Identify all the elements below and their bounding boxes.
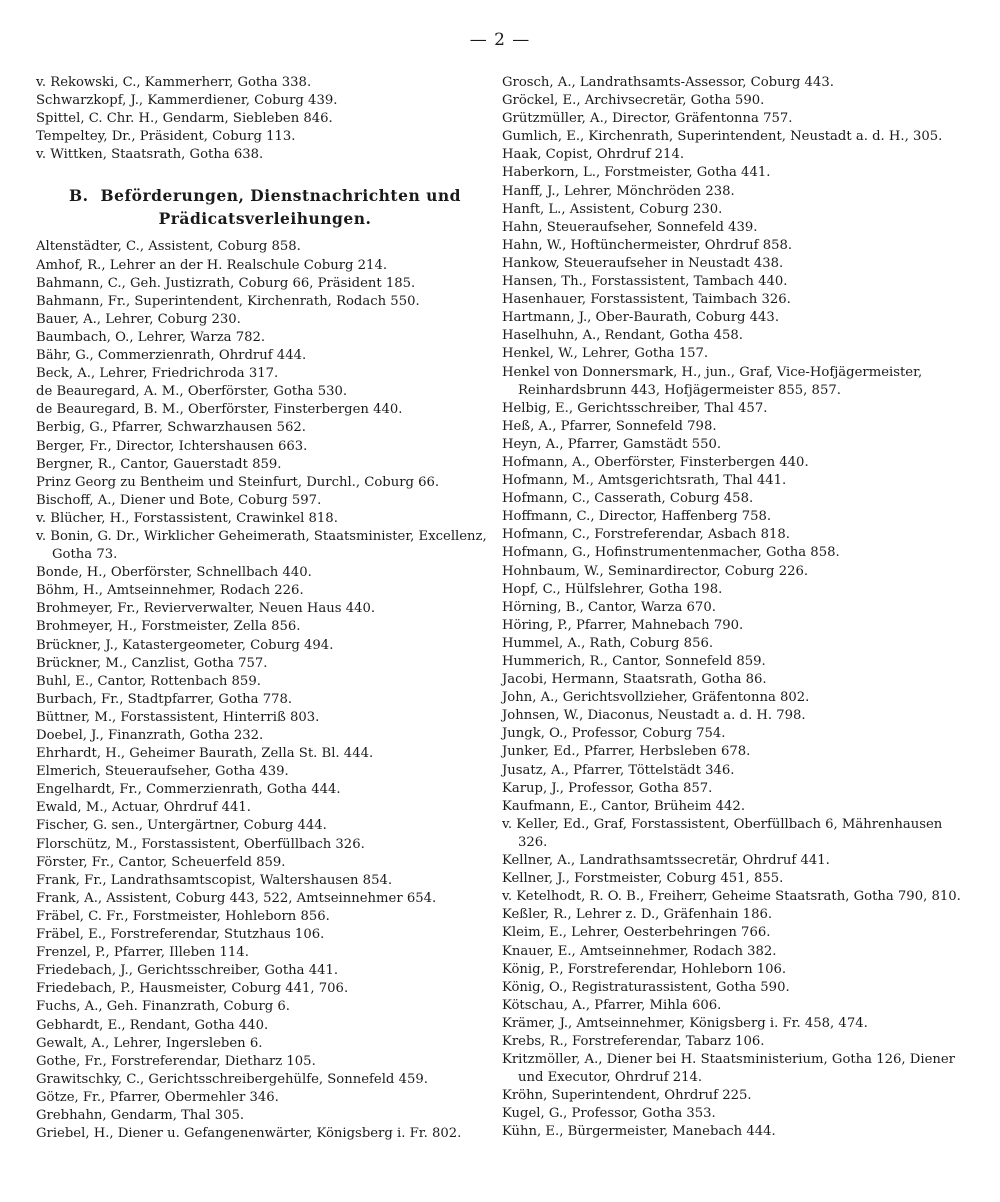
list-item: Friedebach, P., Hausmeister, Coburg 441, 706. (36, 981, 349, 997)
list-item: Burbach, Fr., Stadtpfarrer, Gotha 778. (36, 691, 293, 707)
list-item: Elmerich, Steueraufseher, Gotha 439. (36, 764, 289, 780)
list-item: Hansen, Th., Forstassistent, Tambach 440. (502, 274, 788, 290)
list-item: Hopf, C., Hülfslehrer, Gotha 198. (502, 581, 723, 597)
list-item: Gröckel, E., Archivsecretär, Gotha 590. (502, 93, 765, 109)
list-item: Heß, A., Pfarrer, Sonnefeld 798. (502, 418, 717, 434)
right-column (502, 74, 964, 1142)
list-item: Hummel, A., Rath, Coburg 856. (502, 635, 714, 651)
list-item: v. Keller, Ed., Graf, Forstassistent, Oberfüllbach 6, Mährenhausen 326. (502, 816, 943, 850)
list-item: Brückner, J., Katastergeometer, Coburg 494. (36, 637, 334, 653)
list-item: Baumbach, O., Lehrer, Warza 782. (36, 329, 266, 345)
section-letter: B. (69, 186, 89, 206)
list-item: Bahmann, Fr., Superintendent, Kirchenrath, Rodach 550. (36, 293, 420, 309)
list-item: Prinz Georg zu Bentheim und Steinfurt, Durchl., Coburg 66. (36, 474, 440, 490)
list-item: Jacobi, Hermann, Staatsrath, Gotha 86. (502, 672, 767, 688)
list-item: Hörning, B., Cantor, Warza 670. (502, 599, 716, 615)
right-entry-list (502, 74, 964, 1142)
list-item: Hofmann, C., Casserath, Coburg 458. (502, 491, 754, 507)
list-item: Hankow, Steueraufseher in Neustadt 438. (502, 255, 784, 271)
list-item: Gewalt, A., Lehrer, Ingersleben 6. (36, 1035, 263, 1051)
list-item: Förster, Fr., Cantor, Scheuerfeld 859. (36, 854, 286, 870)
list-item: Heyn, A., Pfarrer, Gamstädt 550. (502, 436, 722, 452)
section-title-line1: Beförderungen, Dienstnachrichten und (100, 186, 461, 206)
list-item: Amhof, R., Lehrer an der H. Realschule Coburg 214. (36, 257, 388, 273)
list-item: Fuchs, A., Geh. Finanzrath, Coburg 6. (36, 999, 290, 1015)
section-title-line2: Prädicatsverleihungen. (158, 209, 372, 229)
list-item: Bauer, A., Lehrer, Coburg 230. (36, 311, 241, 327)
list-item: v. Wittken, Staatsrath, Gotha 638. (36, 147, 264, 163)
section-heading (36, 184, 494, 230)
list-item: Beck, A., Lehrer, Friedrichroda 317. (36, 366, 279, 382)
list-item: Büttner, M., Forstassistent, Hinterriß 803. (36, 709, 320, 725)
list-item: v. Ketelhodt, R. O. B., Freiherr, Geheime Staatsrath, Gotha 790, 810. (502, 889, 961, 905)
list-item: Frenzel, P., Pfarrer, Illeben 114. (36, 945, 249, 961)
list-item: Helbig, E., Gerichtsschreiber, Thal 457. (502, 400, 768, 416)
list-item: Kühn, E., Bürgermeister, Manebach 444. (502, 1124, 776, 1140)
list-item: Hahn, W., Hoftünchermeister, Ohrdruf 858. (502, 237, 793, 253)
list-item: Friedebach, J., Gerichtsschreiber, Gotha 441. (36, 963, 339, 979)
list-item: Kaufmann, E., Cantor, Brüheim 442. (502, 798, 746, 814)
list-item: John, A., Gerichtsvollzieher, Gräfentonna 802. (502, 690, 810, 706)
section-heading-line1 (36, 184, 494, 207)
list-item: Junker, Ed., Pfarrer, Herbsleben 678. (502, 744, 751, 760)
list-item: Altenstädter, C., Assistent, Coburg 858. (36, 239, 301, 255)
list-item: Bahmann, C., Geh. Justizrath, Coburg 66, Präsident 185. (36, 275, 416, 291)
list-item: Gothe, Fr., Forstreferendar, Dietharz 105. (36, 1053, 316, 1069)
list-item: Bischoff, A., Diener und Bote, Coburg 597. (36, 492, 322, 508)
list-item: Götze, Fr., Pfarrer, Obermehler 346. (36, 1089, 279, 1105)
list-item: Höring, P., Pfarrer, Mahnebach 790. (502, 617, 744, 633)
list-item: Kellner, J., Forstmeister, Coburg 451, 855. (502, 871, 784, 887)
list-item: Brohmeyer, Fr., Revierverwalter, Neuen Haus 440. (36, 601, 376, 617)
list-item: Gebhardt, E., Rendant, Gotha 440. (36, 1017, 269, 1033)
list-item: König, O., Registraturassistent, Gotha 590. (502, 979, 790, 995)
list-item: Grebhahn, Gendarm, Thal 305. (36, 1107, 245, 1123)
list-item: Kröhn, Superintendent, Ohrdruf 225. (502, 1088, 752, 1104)
list-item: Frank, A., Assistent, Coburg 443, 522, Amtseinnehmer 654. (36, 890, 437, 906)
list-item: Fräbel, C. Fr., Forstmeister, Hohleborn 856. (36, 908, 330, 924)
list-item: Hahn, Steueraufseher, Sonnefeld 439. (502, 219, 758, 235)
list-item: Henkel von Donnersmark, H., jun., Graf, Vice-Hofjägermeister, Reinhardsbrunn 443, Hofjägermeister 855, 857. (502, 364, 923, 398)
list-item: Hartmann, J., Ober-Baurath, Coburg 443. (502, 310, 780, 326)
list-item: Gumlich, E., Kirchenrath, Superintendent, Neustadt a. d. H., 305. (502, 129, 943, 145)
list-item: Griebel, H., Diener u. Gefangenenwärter, Königsberg i. Fr. 802. (36, 1126, 462, 1142)
list-item: v. Blücher, H., Forstassistent, Crawinkel 818. (36, 510, 338, 526)
list-item: Brückner, M., Canzlist, Gotha 757. (36, 655, 268, 671)
list-item: Böhm, H., Amtseinnehmer, Rodach 226. (36, 583, 304, 599)
list-item: Hofmann, M., Amtsgerichtsrath, Thal 441. (502, 473, 787, 489)
list-item: Haak, Copist, Ohrdruf 214. (502, 147, 685, 163)
list-item: Grützmüller, A., Director, Gräfentonna 757. (502, 111, 793, 127)
list-item: Hasenhauer, Forstassistent, Taimbach 326. (502, 292, 791, 308)
list-item: Grosch, A., Landrathsamts-Assessor, Coburg 443. (502, 75, 834, 90)
list-item: Hohnbaum, W., Seminardirector, Coburg 226. (502, 563, 809, 579)
page-number: — 2 — (469, 30, 531, 50)
list-item: Bergner, R., Cantor, Gauerstadt 859. (36, 456, 282, 472)
list-item: König, P., Forstreferendar, Hohleborn 106. (502, 961, 787, 977)
list-item: Tempeltey, Dr., Präsident, Coburg 113. (36, 129, 296, 145)
list-item: Karup, J., Professor, Gotha 857. (502, 780, 713, 796)
list-item: Knauer, E., Amtseinnehmer, Rodach 382. (502, 943, 777, 959)
list-item: Berger, Fr., Director, Ichtershausen 663. (36, 438, 308, 454)
list-item: Frank, Fr., Landrathsamtscopist, Waltershausen 854. (36, 872, 393, 888)
list-item: Kugel, G., Professor, Gotha 353. (502, 1106, 716, 1122)
list-item: Florschütz, M., Forstassistent, Oberfüllbach 326. (36, 836, 365, 852)
list-item: Kötschau, A., Pfarrer, Mihla 606. (502, 997, 722, 1013)
list-item: Hofmann, C., Forstreferendar, Asbach 818. (502, 527, 790, 543)
list-item: Ehrhardt, H., Geheimer Baurath, Zella St. Bl. 444. (36, 746, 374, 762)
list-item: Spittel, C. Chr. H., Gendarm, Siebleben 846. (36, 111, 333, 127)
list-item: Bähr, G., Commerzienrath, Ohrdruf 444. (36, 348, 307, 364)
list-item: Hoffmann, C., Director, Haffenberg 758. (502, 509, 772, 525)
list-item: Hofmann, A., Oberförster, Finsterbergen 440. (502, 454, 809, 470)
list-item: Grawitschky, C., Gerichtsschreibergehülfe, Sonnefeld 459. (36, 1071, 428, 1087)
list-item: Kritzmöller, A., Diener bei H. Staatsministerium, Gotha 126, Diener und Executor, Ohrdruf 214. (502, 1052, 955, 1086)
list-item: Jungk, O., Professor, Coburg 754. (502, 726, 726, 742)
list-item: Brohmeyer, H., Forstmeister, Zella 856. (36, 619, 301, 635)
list-item: Hanff, J., Lehrer, Mönchröden 238. (502, 183, 735, 199)
list-item: Ewald, M., Actuar, Ohrdruf 441. (36, 800, 251, 816)
list-item: Fräbel, E., Forstreferendar, Stutzhaus 106. (36, 927, 325, 943)
list-item: Kleim, E., Lehrer, Oesterbehringen 766. (502, 925, 771, 941)
list-item: Doebel, J., Finanzrath, Gotha 232. (36, 728, 264, 743)
list-item: de Beauregard, A. M., Oberförster, Gotha 530. (36, 384, 348, 400)
list-item: de Beauregard, B. M., Oberförster, Finsterbergen 440. (36, 402, 403, 418)
list-item: Krebs, R., Forstreferendar, Tabarz 106. (502, 1033, 765, 1049)
list-item: Bonde, H., Oberförster, Schnellbach 440. (36, 565, 312, 581)
list-item: Krämer, J., Amtseinnehmer, Königsberg i. Fr. 458, 474. (502, 1015, 868, 1031)
left-column (36, 74, 494, 1143)
list-item: Haselhuhn, A., Rendant, Gotha 458. (502, 328, 744, 344)
list-item: v. Bonin, G. Dr., Wirklicher Geheimerath, Staatsminister, Excellenz, Gotha 73. (36, 528, 487, 563)
left-top-entries (36, 74, 494, 164)
list-item: Jusatz, A., Pfarrer, Töttelstädt 346. (502, 762, 735, 778)
list-item: Fischer, G. sen., Untergärtner, Coburg 444. (36, 818, 327, 834)
list-item: Kellner, A., Landrathsamtssecretär, Ohrdruf 441. (502, 853, 830, 869)
list-item: Engelhardt, Fr., Commerzienrath, Gotha 444. (36, 782, 341, 798)
list-item: v. Rekowski, C., Kammerherr, Gotha 338. (36, 75, 312, 90)
list-item: Henkel, W., Lehrer, Gotha 157. (502, 346, 709, 362)
list-item: Hummerich, R., Cantor, Sonnefeld 859. (502, 654, 766, 669)
list-item: Schwarzkopf, J., Kammerdiener, Coburg 439. (36, 93, 338, 109)
list-item: Haberkorn, L., Forstmeister, Gotha 441. (502, 165, 771, 181)
list-item: Johnsen, W., Diaconus, Neustadt a. d. H. 798. (502, 708, 806, 724)
list-item: Hofmann, G., Hofinstrumentenmacher, Gotha 858. (502, 545, 840, 561)
list-item: Buhl, E., Cantor, Rottenbach 859. (36, 673, 261, 689)
list-item: Hanft, L., Assistent, Coburg 230. (502, 201, 723, 217)
left-entry-list (36, 238, 494, 1143)
list-item: Keßler, R., Lehrer z. D., Gräfenhain 186. (502, 907, 773, 923)
list-item: Berbig, G., Pfarrer, Schwarzhausen 562. (36, 420, 306, 436)
